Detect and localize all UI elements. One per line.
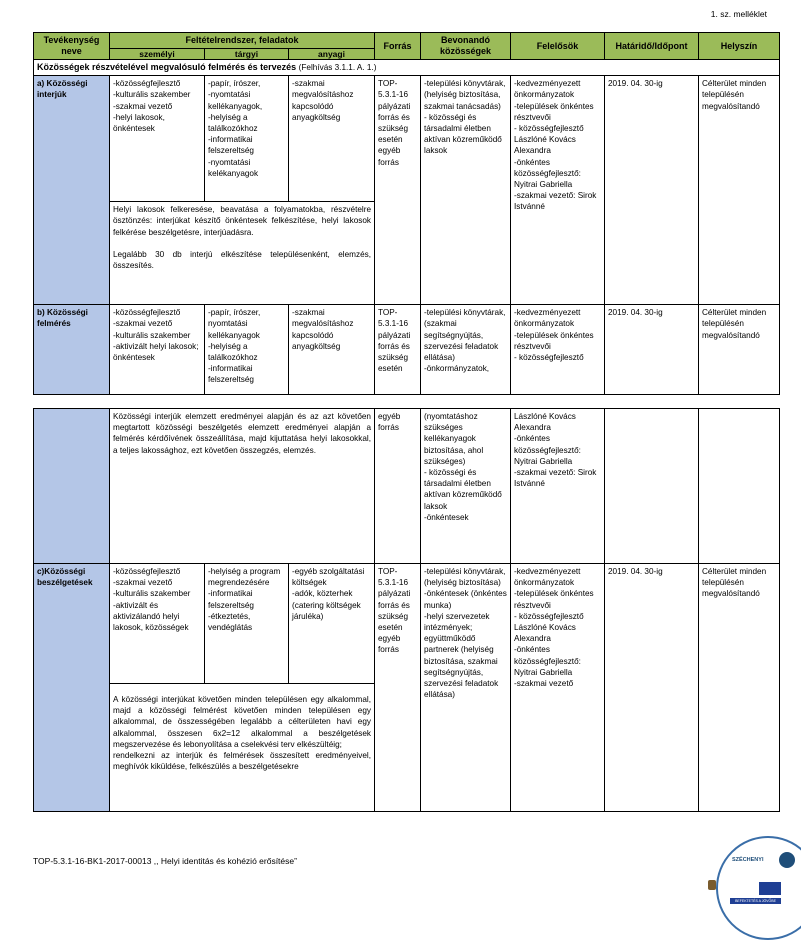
schedule-table-2	[33, 408, 780, 812]
activity-c-task-2: rendelkezni az interjúk és felmérések összesített eredményeivel, meghívók kiküldése, felkészülés a beszélgetésekre	[113, 751, 371, 772]
logo-text: SZÉCHENYI	[732, 857, 764, 863]
header-activity: Tevékenység neve	[34, 33, 110, 60]
activity-a-deadline: 2019. 04. 30-ig	[605, 76, 699, 305]
activity-c-personal: -közösségfejlesztő -szakmai vezető -kulturális szakember -aktivizált és aktivizálandó helyi lakosok, közösségek	[110, 564, 205, 684]
activity-a-personal: -közösségfejlesztő -kulturális szakember -szakmai vezető -helyi lakosok, önkéntesek	[110, 76, 205, 202]
activity-b-continued	[34, 409, 110, 564]
activity-c-source: TOP-5.3.1-16 pályázati forrás és szükség esetén egyéb forrás	[375, 564, 421, 812]
header-material-obj: tárgyi	[205, 49, 289, 60]
footer-project-id: TOP-5.3.1-16-BK1-2017-00013 ,, Helyi identitás és kohézió erősítése”	[33, 856, 297, 866]
activity-a-task-1: Helyi lakosok felkeresése, beavatása a folyamatokba, részvételre ösztönzés: interjúkat készítő önkéntesek felkészítése, helyi lakosok felkérése beszélgetésre, interjúadásra.	[113, 205, 371, 237]
schedule-table-1	[33, 32, 780, 395]
activity-b-location: Célterület minden településén megvalósítandó	[699, 305, 780, 395]
activity-a-material: -szakmai megvalósításhoz kapcsolódó anyagköltség	[289, 76, 375, 202]
activity-b-location-cont	[699, 409, 780, 564]
hungary-crest-icon	[708, 880, 716, 890]
activity-a-responsible: -kedvezményezett önkormányzatok -települések önkéntes résztvevői - közösségfejlesztő Lászlóné Kovács Alexandra -önkéntes közösségfejlesztő: Nyitrai Gabriella -szakmai vezető: Sirok Istvánné	[511, 76, 605, 305]
activity-a-name: a) Közösségi interjúk	[34, 76, 110, 305]
activity-a-tasks	[110, 202, 375, 305]
section-note: (Felhívás 3.1.1. A. 1.)	[298, 63, 377, 72]
activity-b-involved: -települési könyvtárak, (szakmai segítségnyújtás, szervezési feladatok ellátása) -önkormányzatok,	[421, 305, 511, 395]
header-deadline: Határidő/Időpont	[605, 33, 699, 60]
activity-c-task-1: A közösségi interjúkat követően minden településen egy alkalommal, majd a közösségi felmérést követően minden településen egy alkalommal, de összességében legalább a célterületen havi egy alkalommal, összesen 6x2=12 alkalommal a beszélgetések megszervezése és lebonyolítása a cselekvési terv elkészültéig;	[113, 695, 371, 749]
eu-flag-icon	[759, 882, 781, 895]
activity-b-source-cont: egyéb forrás	[375, 409, 421, 564]
activity-c-material: -egyéb szolgáltatási költségek -adók, közterhek (catering költségek járuléka)	[289, 564, 375, 684]
logo-badge-icon	[779, 852, 795, 868]
activity-c-name: c)Közösségi beszélgetések	[34, 564, 110, 812]
activity-c-involved: -települési könyvtárak, (helyiség biztosítása) -önkéntesek (önkéntes munka) -helyi szervezetek intézmények; együttműködő partnerek (helyiség biztosítása, szakmai segítségnyújtás, szervezési feladatok ellátása)	[421, 564, 511, 812]
szechenyi-logo	[696, 830, 801, 940]
activity-b-material-obj: -papír, írószer, nyomtatási kellékanyagok -helyiség a találkozókhoz -informatikai felszereltség	[205, 305, 289, 395]
section-title	[34, 60, 780, 76]
activity-b-material: -szakmai megvalósításhoz kapcsolódó anyagköltség	[289, 305, 375, 395]
activity-b-name: b) Közösségi felmérés	[34, 305, 110, 395]
activity-b-deadline: 2019. 04. 30-ig	[605, 305, 699, 395]
header-location: Helyszín	[699, 33, 780, 60]
activity-a-task-2: Legalább 30 db interjú elkészítése településenként, elemzés, összesítés.	[113, 249, 371, 271]
activity-b-responsible-cont: Lászlóné Kovács Alexandra -önkéntes közösségfejlesztő: Nyitrai Gabriella -szakmai vezető: Sirok Istvánné	[511, 409, 605, 564]
activity-a-material-obj: -papír, írószer, -nyomtatási kellékanyagok, -helyiség a találkozókhoz -informatikai felszereltség -nyomtatási kelékanyagok	[205, 76, 289, 202]
logo-band: BEFEKTETÉS A JÖVŐBE	[730, 898, 781, 904]
header-conditions: Feltételrendszer, feladatok	[110, 33, 375, 49]
activity-c-location: Célterület minden településén megvalósítandó	[699, 564, 780, 812]
activity-a-involved: -települési könyvtárak, (helyiség biztosítása, szakmai tanácsadás) - közösségi és társadalmi életben aktívan közreműködő laksok	[421, 76, 511, 305]
activity-b-task: Közösségi interjúk elemzett eredményei alapján és az azt követően megtartott közösségi beszélgetés elemzett eredményei alapján a felmérés kérdőívének összeállítása, majd kijuttatása helyi lakosokkal, a teljes lakossághoz, ezt követően összegzés, elemzés.	[110, 409, 375, 564]
activity-c-deadline: 2019. 04. 30-ig	[605, 564, 699, 812]
section-title-text: Közösségek részvételével megvalósuló felmérés és tervezés	[37, 62, 297, 72]
activity-b-deadline-cont	[605, 409, 699, 564]
activity-a-source: TOP-5.3.1-16 pályázati forrás és szükség esetén egyéb forrás	[375, 76, 421, 305]
activity-b-responsible: -kedvezményezett önkormányzatok -települések önkéntes résztvevői - közösségfejlesztő	[511, 305, 605, 395]
header-source: Forrás	[375, 33, 421, 60]
activity-a-location: Célterület minden településén megvalósítandó	[699, 76, 780, 305]
activity-c-material-obj: -helyiség a program megrendezésére -informatikai felszereltség -étkeztetés, vendéglátás	[205, 564, 289, 684]
activity-b-personal: -közösségfejlesztő -szakmai vezető -kulturális szakember -aktivizált helyi lakosok; önkéntesek	[110, 305, 205, 395]
annex-label: 1. sz. melléklet	[710, 9, 767, 19]
header-involved: Bevonandó közösségek	[421, 33, 511, 60]
header-personal: személyi	[110, 49, 205, 60]
activity-c-responsible: -kedvezményezett önkormányzatok -települések önkéntes résztvevői - közösségfejlesztő Lászlóné Kovács Alexandra -önkéntes közösségfejlesztő: Nyitrai Gabriella -szakmai vezető	[511, 564, 605, 812]
activity-b-source: TOP-5.3.1-16 pályázati forrás és szükség esetén	[375, 305, 421, 395]
activity-c-tasks	[110, 684, 375, 812]
activity-b-involved-cont: (nyomtatáshoz szükséges kellékanyagok biztosítása, ahol szükséges) - közösségi és társadalmi életben aktívan közreműködő laksok -önkéntesek	[421, 409, 511, 564]
header-material: anyagi	[289, 49, 375, 60]
header-responsible: Felelősök	[511, 33, 605, 60]
